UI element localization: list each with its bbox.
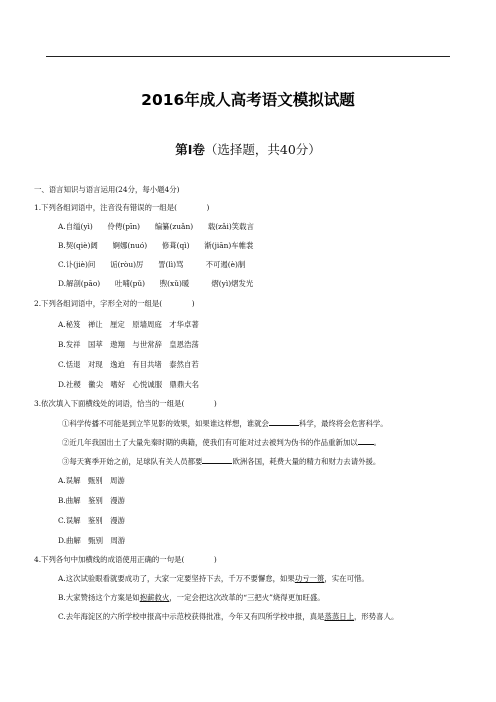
option-b-before: B.大家赞扬这个方案是如 xyxy=(58,593,140,602)
question-3-option-a: A.误解 甄别 周游 xyxy=(58,476,125,485)
question-4-option-c xyxy=(58,612,398,622)
question-1-option-c: C.讣(jiè)问 诟(ròu)厉 詈(lì)骂 不可遏(è)制 xyxy=(58,260,246,269)
question-3-sentence-1 xyxy=(62,418,388,429)
question-1-option-b: B.契(qiè)阔 婀娜(nuó) 修葺(qì) 渐(jiān)车帷裳 xyxy=(58,241,254,250)
option-a-after: ，实在可惜。 xyxy=(324,574,369,583)
sentence-3-after: 欧洲各国，耗费大量的精力和财力去请外援。 xyxy=(232,457,381,466)
option-a-before: A.这次试验眼看就要成功了，大家一定要坚持下去，千万不要懈怠，如果 xyxy=(58,574,295,583)
question-4-stem: 4.下列各句中加横线的成语使用正确的一句是( ) xyxy=(34,555,217,564)
question-2-option-a: A.秘笈 禅让 厘定 原墙周庭 才华卓著 xyxy=(58,320,199,329)
option-c-before: C.去年海淀区的六所学校申报高中示范校获得批准，今年又有四所学校申报，真是 xyxy=(58,612,325,621)
question-1-stem: 1.下列各组词语中，注音没有错误的一组是( ) xyxy=(34,203,210,212)
question-4-option-b xyxy=(58,593,325,603)
question-2-option-b: B.发祥 国萃 遨翔 与世常辞 皇恩浩荡 xyxy=(58,340,199,349)
fill-blank xyxy=(358,437,374,445)
part-label: 第Ⅰ卷 xyxy=(175,142,205,157)
question-4-option-a xyxy=(58,574,369,584)
question-2-option-d: D.社稷 黴尖 嗜好 心悦诚服 鼎鼎大名 xyxy=(58,380,200,389)
part-description: （选择题，共40分） xyxy=(204,142,321,157)
sentence-2-before: ②近几年我国出土了大量先秦时期的典籍，使我们有可能对过去被判为伪书的作品重新加以 xyxy=(62,438,358,447)
sentence-2-after: 。 xyxy=(373,438,382,447)
page-title: 2016年成人高考语文模拟试题 xyxy=(141,91,355,109)
question-2-option-c: C.恬退 对现 逸迫 有目共堵 泰然自若 xyxy=(58,360,199,369)
sentence-3-before: ③每天赛季开始之前，足球队有关人员都要 xyxy=(62,457,203,466)
sentence-1-after: 科学，最终将会危害科学。 xyxy=(298,419,388,428)
question-2-stem: 2.下列各组词语中，字形全对的一组是( ) xyxy=(34,299,195,308)
question-1-option-d: D.解剖(pāo) 吐哺(pǔ) 煦(xǔ)暖 熠(yì)熠发光 xyxy=(58,279,254,288)
section-heading: 一、语言知识与语言运用(24分，每小题4分) xyxy=(34,185,180,194)
option-a-idiom: 功亏一篑 xyxy=(294,574,325,583)
fill-blank xyxy=(269,418,299,426)
option-c-after: ，形势喜人。 xyxy=(354,612,399,621)
question-1-option-a: A.自缢(yì) 伶俜(pīn) 编纂(zuǎn) 载(zǎi)笑载言 xyxy=(58,222,254,231)
option-c-idiom: 蒸蒸日上 xyxy=(324,612,354,621)
option-b-idiom: 抱薪救火 xyxy=(139,593,170,602)
question-3-option-b: B.曲解 鉴别 漫游 xyxy=(58,496,125,505)
option-b-after: ，一定会把这次改革的“三把火”烧得更加旺盛。 xyxy=(169,593,325,602)
part-subtitle xyxy=(0,140,496,158)
sentence-1-before: ①科学传播不可能是到立竿见影的效果，如果谁这样想，谁就会 xyxy=(62,419,269,428)
question-3-option-d: D.曲解 甄别 周游 xyxy=(58,536,126,545)
question-3-stem: 3.依次填入下面横线处的词语，恰当的一组是( ) xyxy=(34,399,217,408)
question-3-option-c: C.误解 鉴别 漫游 xyxy=(58,516,125,525)
question-3-sentence-3 xyxy=(62,456,380,467)
top-rule xyxy=(46,56,450,57)
fill-blank xyxy=(202,456,232,464)
question-3-sentence-2 xyxy=(62,437,381,448)
